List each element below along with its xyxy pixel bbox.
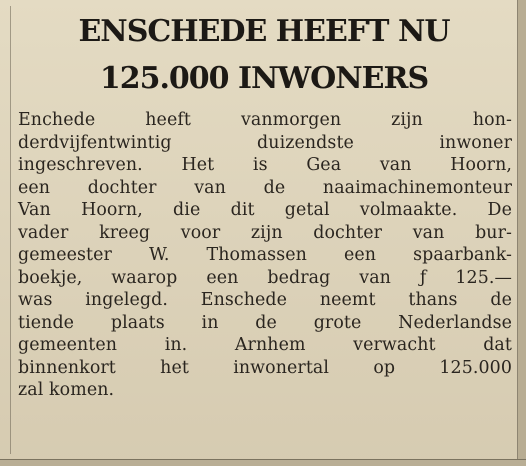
body-line: vader kreeg voor zijn dochter van bur- <box>18 222 512 243</box>
body-line: was ingelegd. Enschede neemt thans de <box>18 290 512 310</box>
body-line: boekje, waarop een bedrag van ƒ 125.— <box>18 267 512 288</box>
body-line: zal komen. <box>18 380 115 400</box>
headline-line: 125.000 INWONERS <box>99 61 429 96</box>
body-line: derdvijfentwintig duizendste inwoner <box>18 132 512 153</box>
article-body <box>16 109 512 402</box>
body-line: Enchede heeft vanmorgen zijn hon- <box>18 110 512 130</box>
body-line: een dochter van de naaimachinemonteur <box>18 177 512 198</box>
body-line: gemeenten in. Arnhem verwacht dat <box>18 335 512 355</box>
article-headline <box>16 8 512 102</box>
body-line: tiende plaats in de grote Nederlandse <box>18 312 512 333</box>
column-rule <box>10 6 11 454</box>
article <box>16 8 512 452</box>
body-line: ingeschreven. Het is Gea van Hoorn, <box>18 155 512 175</box>
page-edge-bottom <box>0 459 526 466</box>
body-line: Van Hoorn, die dit getal volmaakte. De <box>18 200 512 220</box>
body-line: binnenkort het inwonertal op 125.000 <box>18 357 512 378</box>
body-line: gemeester W. Thomassen een spaarbank- <box>18 245 512 265</box>
page-edge-right <box>517 0 526 466</box>
headline-line: ENSCHEDE HEEFT NU <box>78 14 450 49</box>
